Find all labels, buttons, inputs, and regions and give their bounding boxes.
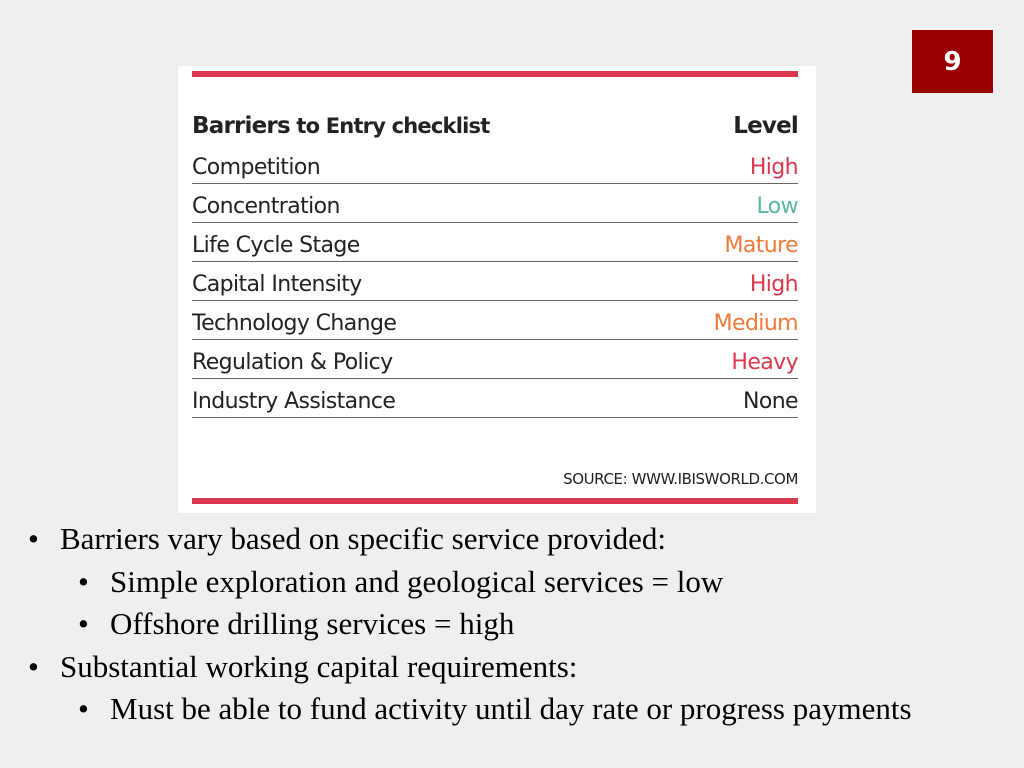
slide-number: 9	[912, 30, 993, 93]
row-label: Technology Change	[192, 311, 397, 336]
row-level: Low	[756, 194, 798, 219]
top-red-rule	[192, 71, 798, 77]
row-level: High	[749, 155, 798, 180]
row-label: Life Cycle Stage	[192, 233, 360, 258]
bullet-text: Offshore drilling services = high	[110, 606, 515, 641]
table-row	[192, 262, 798, 301]
row-level: Heavy	[731, 350, 798, 375]
table-row	[192, 301, 798, 340]
source-note: SOURCE: WWW.IBISWORLD.COM	[563, 470, 798, 488]
bullet-text: Simple exploration and geological services = low	[110, 563, 724, 599]
level-header: Level	[733, 112, 798, 139]
table-row	[192, 223, 798, 262]
row-level: Mature	[724, 233, 798, 258]
bullet-icon: •	[78, 691, 89, 726]
bullet-icon: •	[78, 563, 89, 599]
row-label: Competition	[192, 155, 321, 180]
bullet-text: Substantial working capital requirements:	[60, 648, 578, 684]
row-label: Concentration	[192, 194, 340, 219]
row-level: None	[743, 389, 798, 414]
bullet-item	[28, 518, 912, 561]
bullet-item	[28, 561, 912, 604]
row-label: Industry Assistance	[192, 389, 396, 414]
bullet-text: Must be able to fund activity until day rate or progress payments	[110, 691, 912, 726]
bullet-item	[28, 603, 912, 646]
barriers-table	[192, 106, 798, 418]
table-row	[192, 340, 798, 379]
title-bold: Barriers	[192, 112, 290, 139]
bullet-text: Barriers vary based on specific service provided:	[60, 521, 666, 556]
row-label: Regulation & Policy	[192, 350, 393, 375]
row-level: Medium	[713, 311, 798, 336]
bullet-list	[28, 518, 912, 731]
bottom-red-rule	[192, 498, 798, 504]
table-row	[192, 145, 798, 184]
title-rest: to Entry checklist	[289, 113, 490, 138]
bullet-item	[28, 688, 912, 731]
table-row	[192, 379, 798, 418]
table-row	[192, 184, 798, 223]
bullet-icon: •	[28, 648, 39, 684]
row-label: Capital Intensity	[192, 272, 362, 297]
bullet-icon: •	[78, 606, 89, 641]
row-level: High	[749, 272, 798, 297]
table-header	[192, 106, 798, 145]
bullet-item	[28, 646, 912, 689]
barriers-table-image	[178, 66, 816, 513]
bullet-icon: •	[28, 521, 39, 556]
table-title	[192, 113, 489, 139]
